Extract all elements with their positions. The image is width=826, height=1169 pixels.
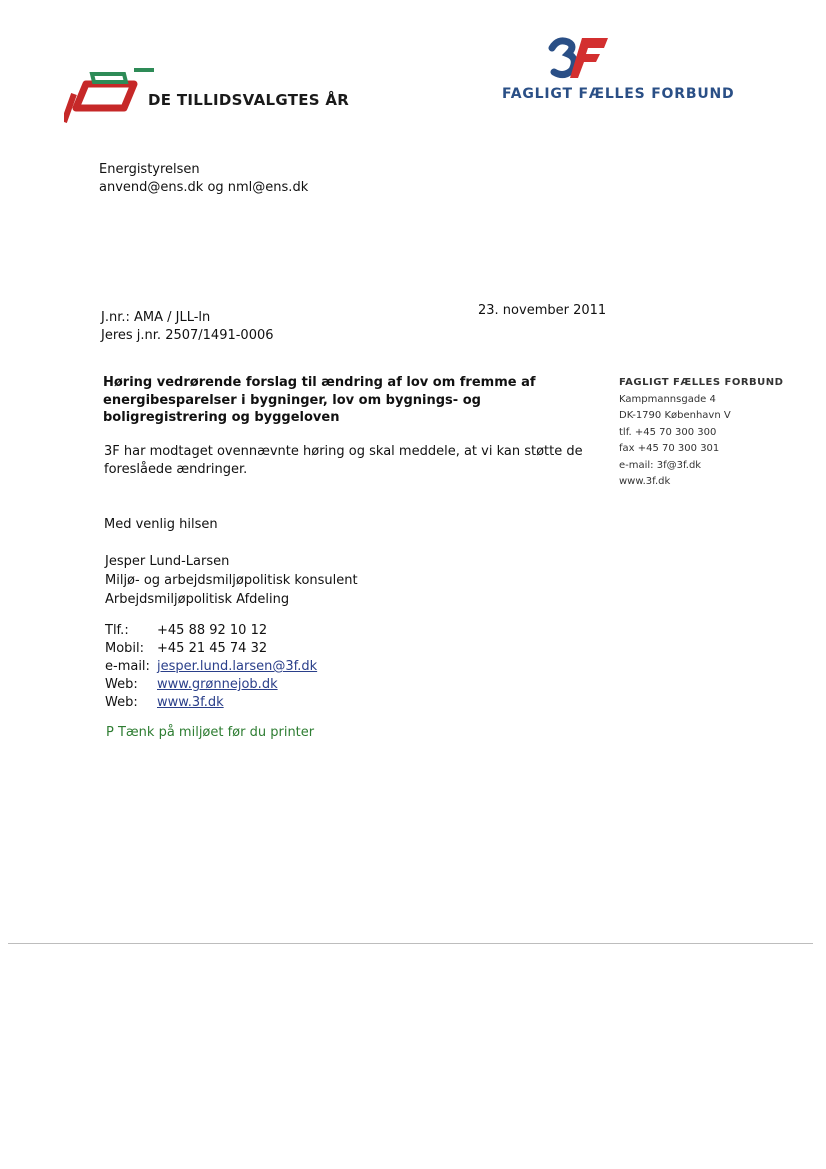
contact-label: Tlf.:	[105, 623, 129, 638]
dta-logo-mark	[64, 64, 154, 126]
contact-label: Web:	[105, 677, 138, 692]
eco-note: P Tænk på miljøet før du printer	[106, 725, 315, 740]
reference-block	[101, 309, 274, 345]
contact-web-link-3f[interactable]: www.3f.dk	[157, 695, 224, 710]
contact-details	[105, 622, 317, 712]
sender-phone: tlf. +45 70 300 300	[619, 426, 717, 438]
sender-web: www.3f.dk	[619, 476, 671, 487]
signature-block	[105, 552, 358, 609]
their-journal-number: Jeres j.nr. 2507/1491-0006	[101, 328, 274, 343]
contact-row-phone	[105, 622, 317, 640]
dta-logo-text: DE TILLIDSVALGTES ÅR	[148, 91, 350, 109]
contact-phone: +45 88 92 10 12	[157, 623, 268, 638]
letter-greeting: Med venlig hilsen	[104, 517, 218, 532]
signature-department: Arbejdsmiljøpolitisk Afdeling	[105, 592, 290, 607]
contact-label: e-mail:	[105, 659, 150, 674]
letter-body: 3F har modtaget ovennævnte høring og skal meddele, at vi kan støtte de foreslåede ændringer.	[104, 444, 583, 477]
contact-row-mobile	[105, 640, 317, 658]
contact-mobile: +45 21 45 74 32	[157, 641, 268, 656]
signature-title: Miljø- og arbejdsmiljøpolitisk konsulent	[105, 573, 358, 588]
recipient-emails: anvend@ens.dk og nml@ens.dk	[99, 180, 309, 195]
contact-label: Mobil:	[105, 641, 145, 656]
dta-logo	[64, 64, 350, 128]
recipient-name: Energistyrelsen	[99, 162, 200, 177]
page-divider	[8, 943, 813, 944]
recipient-block	[99, 161, 308, 197]
journal-number: J.nr.: AMA / JLL-ln	[101, 310, 211, 325]
contact-web-link-gronnejob[interactable]: www.grønnejob.dk	[157, 677, 278, 692]
letter-date: 23. november 2011	[478, 303, 607, 318]
3f-logo-text: FAGLIGT FÆLLES FORBUND	[502, 86, 735, 102]
3f-logo-mark	[548, 34, 612, 80]
contact-row-web-1	[105, 676, 317, 694]
contact-email-link[interactable]: jesper.lund.larsen@3f.dk	[157, 659, 318, 674]
sender-email: e-mail: 3f@3f.dk	[619, 459, 702, 471]
signature-name: Jesper Lund-Larsen	[105, 554, 230, 569]
sender-address	[619, 375, 783, 491]
letter-subject: Høring vedrørende forslag til ændring af lov om fremme af energibesparelser i bygninger, lov om bygnings- og boligregistrering og byggeloven	[103, 375, 536, 425]
sender-street: Kampmannsgade 4	[619, 393, 716, 405]
contact-row-web-2	[105, 694, 317, 712]
sender-fax: fax +45 70 300 301	[619, 443, 720, 454]
contact-row-email	[105, 658, 317, 676]
sender-name: FAGLIGT FÆLLES FORBUND	[619, 377, 784, 388]
3f-logo	[500, 34, 735, 106]
contact-label: Web:	[105, 695, 138, 710]
sender-city: DK-1790 København V	[619, 410, 731, 421]
